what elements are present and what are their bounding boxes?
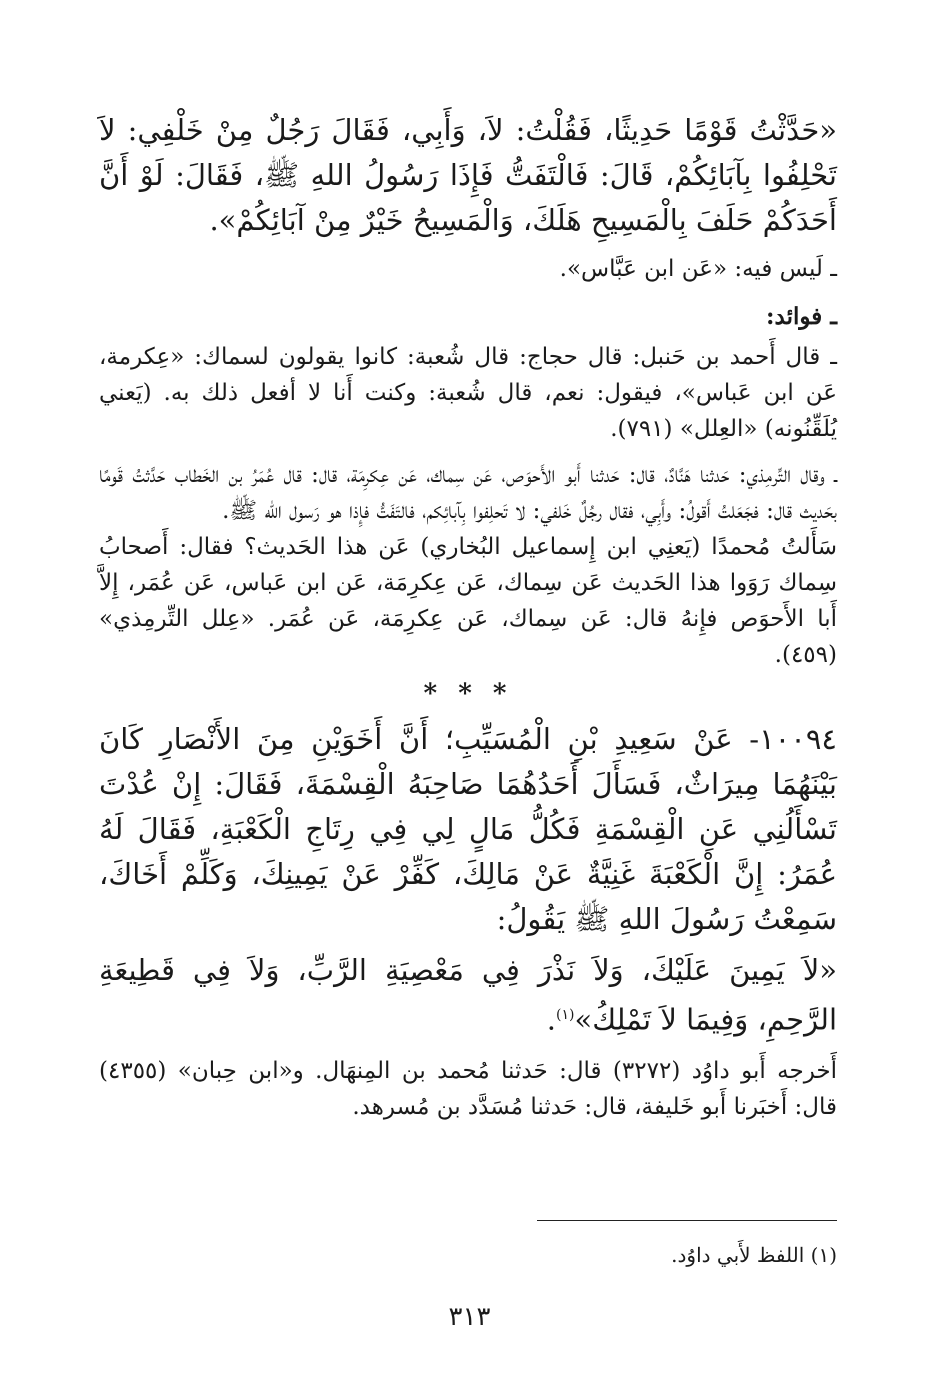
footnote: (١) اللفظ لأَبي داوُد. <box>671 1243 837 1267</box>
benefit-paragraph: ـ وقال التِّرمِذي: حَدثنا هَنَّادٌ، قال: حَدثنا أَبو الأَحوَص، عَن سِماك، عَن عِكرِمَة، قال: قال عُمَرُ بن الخَطاب حَدَّثتُ قَومًا بحَديث قال: فجَعَلتُ أَقولُ: وأَبِي، فقال رجُلٌ خَلفي: لا تَحلِفوا بِآبائِكم، فالتَفَتُّ فإِذا هو رَسول الله ﷺ. <box>99 462 837 524</box>
footnote-reference[interactable]: (١) <box>556 1007 575 1023</box>
section-separator: * * * <box>423 679 513 709</box>
quote-end: . <box>546 1002 557 1037</box>
hadith-text: «حَدَّثْتُ قَوْمًا حَدِيثًا، فَقُلْتُ: لاَ، وَأَبِي، فَقَالَ رَجُلٌ مِنْ خَلْفِي: لاَ تَحْلِفُوا بِآبَائِكُمْ، قَالَ: فَالْتَفَتُّ فَإِذَا رَسُولُ اللهِ ﷺ، فَقَالَ: لَوْ أَنَّ أَحَدَكُمْ حَلَفَ بِالْمَسِيحِ هَلَكَ، وَالْمَسِيحُ خَيْرٌ مِنْ آبَائِكُمْ». <box>99 113 837 237</box>
footnote-divider <box>537 1220 837 1221</box>
prophetic-quote <box>99 948 837 1043</box>
hadith-text: ١٠٠٩٤- عَنْ سَعِيدِ بْنِ الْمُسَيِّبِ؛ أَنَّ أَخَوَيْنِ مِنَ الأَنْصَارِ كَانَ بَيْنَهُمَا مِيرَاثٌ، فَسَأَلَ أَحَدُهُمَا صَاحِبَهُ الْقِسْمَةَ، فَقَالَ: إِنْ عُدْتَ تَسْأَلُنِي عَنِ الْقِسْمَةِ فَكُلُّ مَالٍ لِي فِي رِتَاجِ الْكَعْبَةِ، فَقَالَ لَهُ عُمَرُ: إِنَّ الْكَعْبَةَ غَنِيَّةٌ عَنْ مَالِكَ، كَفِّرْ عَنْ يَمِينِكَ، وَكَلِّمْ أَخَاكَ، سَمِعْتُ رَسُولَ اللهِ ﷺ يَقُولُ: <box>99 722 837 936</box>
narration-note: ـ لَيس فيه: «عَن ابن عَبَّاس». <box>559 256 837 282</box>
benefits-heading: ـ فوائد: <box>766 303 837 330</box>
quote-text: «لاَ يَمِينَ عَلَيْكَ، وَلاَ نَذْرَ فِي مَعْصِيَةِ الرَّبِّ، وَلاَ فِي قَطِيعَةِ الرَّحِمِ، وَفِيمَا لاَ تَمْلِكُ» <box>99 953 837 1037</box>
benefit-paragraph: سَأَلتُ مُحمدًا (يَعنِي ابن إِسماعيل البُخاري) عَن هذا الحَديث؟ فقال: أَصحابُ سِماك رَوَوا هذا الحَديث عَن سِماك، عَن عِكرِمَة، عَن ابن عَباس، عَن عُمَر، إِلاَّ أَبا الأَحوَص فإِنهُ قال: عَن سِماك، عَن عِكرِمَة، عَن عُمَر. «عِلل التِّرمِذي» (٤٥٩). <box>99 534 837 668</box>
benefit-paragraph: ـ قال أَحمد بن حَنبل: قال حجاج: قال شُعبة: كانوا يقولون لسماك: «عِكرمة، عَن ابن عَباس»، فيقول: نعم، قال شُعبة: وكنت أَنا لا أفعل ذلك به. (يَعني يُلَقِّنُونه) «العِلل» (٧٩١). <box>99 344 837 442</box>
takhrij-paragraph: أَخرجه أَبو داوُد (٣٢٧٢) قال: حَدثنا مُحمد بن المِنهَال. و«ابن حِبان» (٤٣٥٥) قال: أَخبَرنا أَبو خَليفة، قال: حَدثنا مُسَدَّد بن مُسرهد. <box>99 1057 837 1120</box>
page-body <box>99 108 837 1125</box>
page-number: ٣١٣ <box>448 1302 491 1332</box>
